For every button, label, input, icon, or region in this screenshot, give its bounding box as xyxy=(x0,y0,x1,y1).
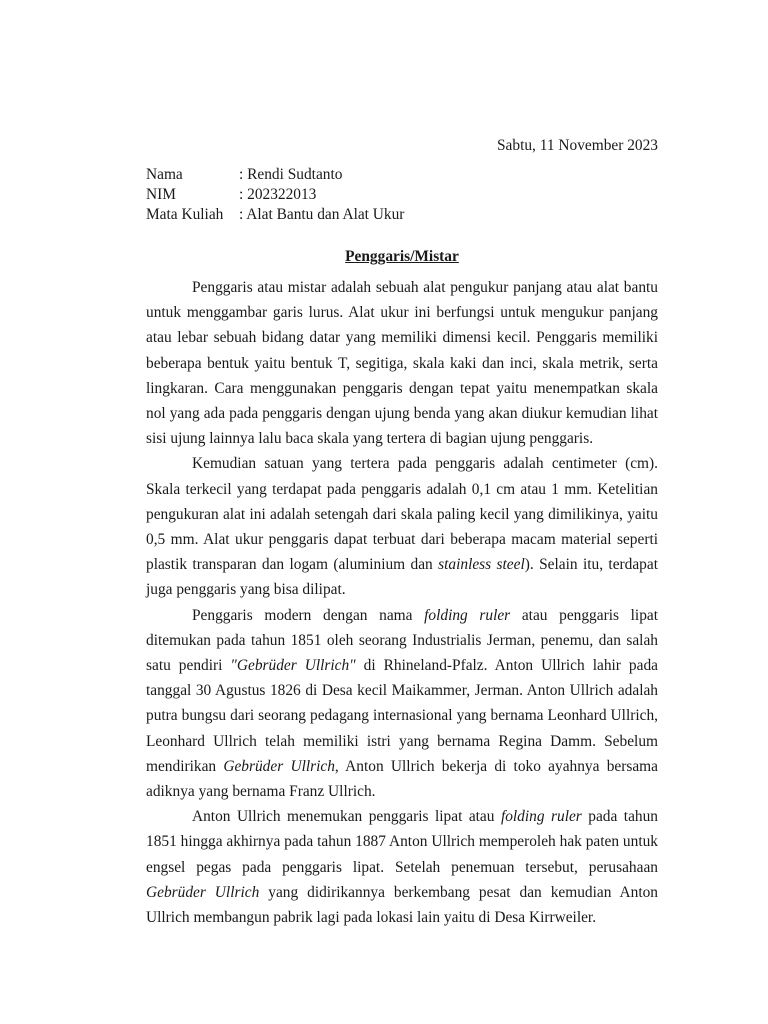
identity-value: : Alat Bantu dan Alat Ukur xyxy=(239,206,405,223)
identity-label: Mata Kuliah xyxy=(146,206,224,223)
italic-term: folding ruler xyxy=(424,606,511,624)
identity-row-nim xyxy=(146,185,658,205)
body-paragraph xyxy=(146,603,658,805)
document-body xyxy=(146,275,658,930)
identity-row-name xyxy=(146,165,658,185)
italic-term: folding ruler xyxy=(500,808,582,826)
body-paragraph xyxy=(146,451,658,602)
body-paragraph xyxy=(146,275,658,451)
text-run: atau penggaris lipat ditemukan pada tahun 1851 oleh seorang Industrialis Jerman, penemu, dan salah satu pendiri xyxy=(146,606,658,675)
identity-label: NIM xyxy=(146,186,176,203)
identity-label: Nama xyxy=(146,166,183,183)
italic-term: "Gebrüder Ullrich" xyxy=(230,657,356,675)
italic-term: stainless steel xyxy=(438,556,525,574)
text-run: Penggaris atau mistar adalah sebuah alat pengukur panjang atau alat bantu untuk menggambar garis lurus. Alat ukur ini berfungsi untuk mengukur panjang atau lebar sebuah bidang datar yang memiliki dimensi kecil. Penggaris memiliki beberapa bentuk yaitu bentuk T, segitiga, skala kaki dan inci, skala metrik, serta lingkaran. Cara menggunakan penggaris dengan tepat yaitu menempatkan skala nol yang ada pada penggaris dengan ujung benda yang akan diukur kemudian lihat sisi ujung lainnya lalu baca skala yang tertera di bagian ujung penggaris. xyxy=(146,279,658,448)
identity-value: : 202322013 xyxy=(239,186,317,203)
identity-value: : Rendi Sudtanto xyxy=(239,166,343,183)
document-page xyxy=(146,136,658,930)
identity-block xyxy=(146,165,658,225)
text-run: di Rhineland-Pfalz. Anton Ullrich lahir pada tanggal 30 Agustus 1826 di Desa kecil Maikammer, Jerman. Anton Ullrich adalah putra bungsu dari seorang pedagang internasional yang bernama Leonhard Ullrich, Leonhard Ullrich telah memiliki istri yang bernama Regina Damm. Sebelum mendirikan xyxy=(146,657,658,775)
text-run: yang didirikannya berkembang pesat dan kemudian Anton Ullrich membangun pabrik lagi pada lokasi lain yaitu di Desa Kirrweiler. xyxy=(146,883,658,927)
text-run: Kemudian satuan yang tertera pada penggaris adalah centimeter (cm). Skala terkecil yang terdapat pada penggaris adalah 0,1 cm atau 1 mm. Ketelitian pengukuran alat ini adalah setengah dari skala paling kecil yang dimilikinya, yaitu 0,5 mm. Alat ukur penggaris dapat terbuat dari beberapa macam material seperti plastik transparan dan logam (aluminium dan xyxy=(146,455,658,574)
document-date: Sabtu, 11 November 2023 xyxy=(496,137,658,154)
text-run: , Anton Ullrich bekerja di toko ayahnya bersama adiknya yang bernama Franz Ullrich. xyxy=(146,757,658,801)
identity-row-course xyxy=(146,205,658,225)
italic-term: Gebrüder Ullrich xyxy=(146,883,260,901)
italic-term: Gebrüder Ullrich xyxy=(223,757,335,775)
text-run: Anton Ullrich menemukan penggaris lipat atau xyxy=(192,808,501,826)
text-run: Penggaris modern dengan nama xyxy=(192,606,425,624)
document-title: Penggaris/Mistar xyxy=(345,248,459,265)
text-run: ). Selain itu, terdapat juga penggaris yang bisa dilipat. xyxy=(146,556,658,599)
body-paragraph xyxy=(146,804,658,930)
text-run: pada tahun 1851 hingga akhirnya pada tahun 1887 Anton Ullrich memperoleh hak paten untuk engsel pegas pada penggaris lipat. Setelah penemuan tersebut, perusahaan xyxy=(146,808,658,876)
